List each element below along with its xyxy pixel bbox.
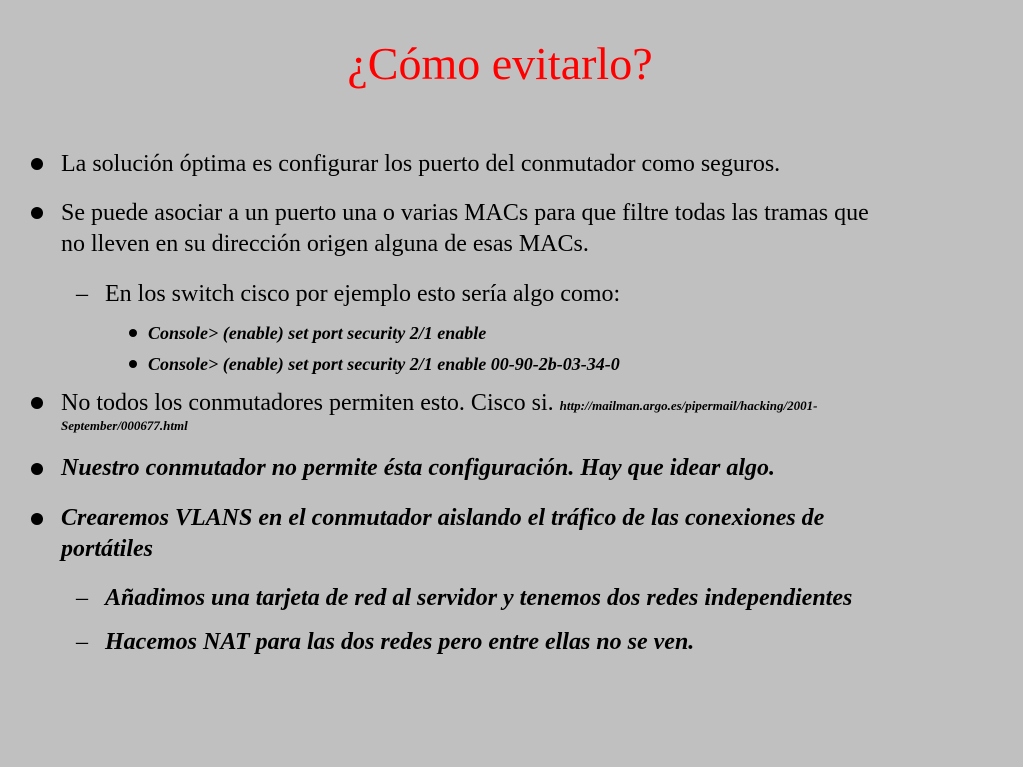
dash-marker: –	[76, 281, 88, 307]
bullet-dot	[129, 329, 137, 337]
bullet-dot	[31, 397, 43, 409]
reference-link[interactable]: http://mailman.argo.es/pipermail/hacking/2001-	[559, 398, 818, 413]
reference-link-cont[interactable]: September/000677.html	[61, 418, 188, 433]
bullet-dot	[31, 207, 43, 219]
dash-marker: –	[76, 629, 88, 655]
bullet-text-main: No todos los conmutadores permiten esto. Cisco si.	[61, 390, 554, 416]
sub-bullet-text: En los switch cisco por ejemplo esto sería algo como:	[105, 281, 621, 307]
bullet-text-line: Se puede asociar a un puerto una o varias MACs para que filtre todas las tramas que	[61, 200, 869, 226]
bullet-text	[61, 388, 817, 421]
bullet-text-line: no lleven en su dirección origen alguna de esas MACs.	[61, 231, 589, 257]
bullet-text: La solución óptima es configurar los puerto del conmutador como seguros.	[61, 151, 781, 177]
bullet-dot	[31, 158, 43, 170]
bullet-dot	[31, 513, 43, 525]
bullet-text: Nuestro conmutador no permite ésta configuración. Hay que idear algo.	[61, 455, 776, 481]
slide-title: ¿Cómo evitarlo?	[347, 38, 653, 89]
sub-bullet-text: Hacemos NAT para las dos redes pero entre ellas no se ven.	[105, 629, 695, 655]
dash-marker: –	[76, 585, 88, 611]
command-text: Console> (enable) set port security 2/1 enable 00-90-2b-03-34-0	[148, 354, 620, 374]
bullet-dot	[31, 463, 43, 475]
sub-bullet-text: Añadimos una tarjeta de red al servidor y tenemos dos redes independientes	[105, 585, 853, 611]
command-text: Console> (enable) set port security 2/1 enable	[148, 323, 487, 343]
bullet-text-line: Crearemos VLANS en el conmutador aislando el tráfico de las conexiones de	[61, 505, 825, 531]
bullet-text-line: portátiles	[61, 536, 154, 562]
bullet-dot	[129, 360, 137, 368]
